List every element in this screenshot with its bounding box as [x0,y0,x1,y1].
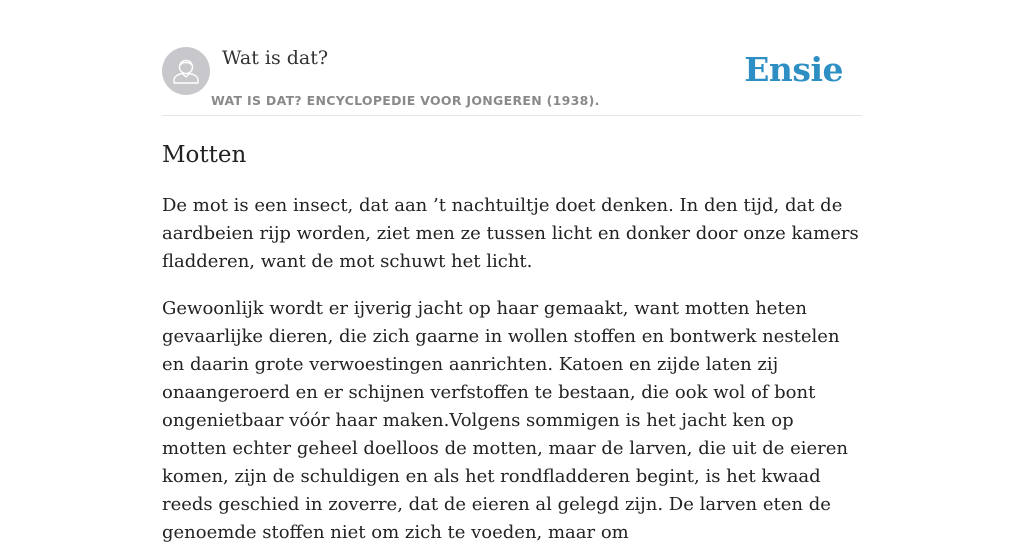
brand-logo[interactable]: Ensie [744,50,843,89]
article-paragraph: Gewoonlijk wordt er ijverig jacht op haar gemaakt, want motten heten gevaarlijke dieren, die zich gaarne in wollen stoffen en bontwerk nestelen en daarin grote verwoestingen aanrichten. Katoen en zijde laten zij onaangeroerd en er schijnen verfstoffen te bestaan, die ook wol of bont ongenietbaar vóór haar maken.Volgens sommigen is het jacht ken op motten echter geheel doelloos de motten, maar de larven, die uit de eieren komen, zijn de schuldigen en als het rondfladderen begint, is het kwaad reeds geschied in zoverre, dat de eieren al gelegd zijn. De larven eten de genoemde stoffen niet om zich te voeden, maar om [162,298,849,543]
user-icon [162,47,210,95]
article-container [162,46,862,547]
source-title[interactable]: Wat is dat? [222,47,329,69]
article-title: Motten [162,142,247,168]
article-header [162,46,862,116]
article-paragraph: De mot is een insect, dat aan ’t nachtuiltje doet denken. In den tijd, dat de aardbeien rijp worden, ziet men ze tussen licht en donker door onze kamers fladderen, want de mot schuwt het licht. [162,195,859,272]
avatar[interactable] [162,47,210,95]
source-subtitle: WAT IS DAT? ENCYCLOPEDIE VOOR JONGEREN (1938). [211,93,600,108]
